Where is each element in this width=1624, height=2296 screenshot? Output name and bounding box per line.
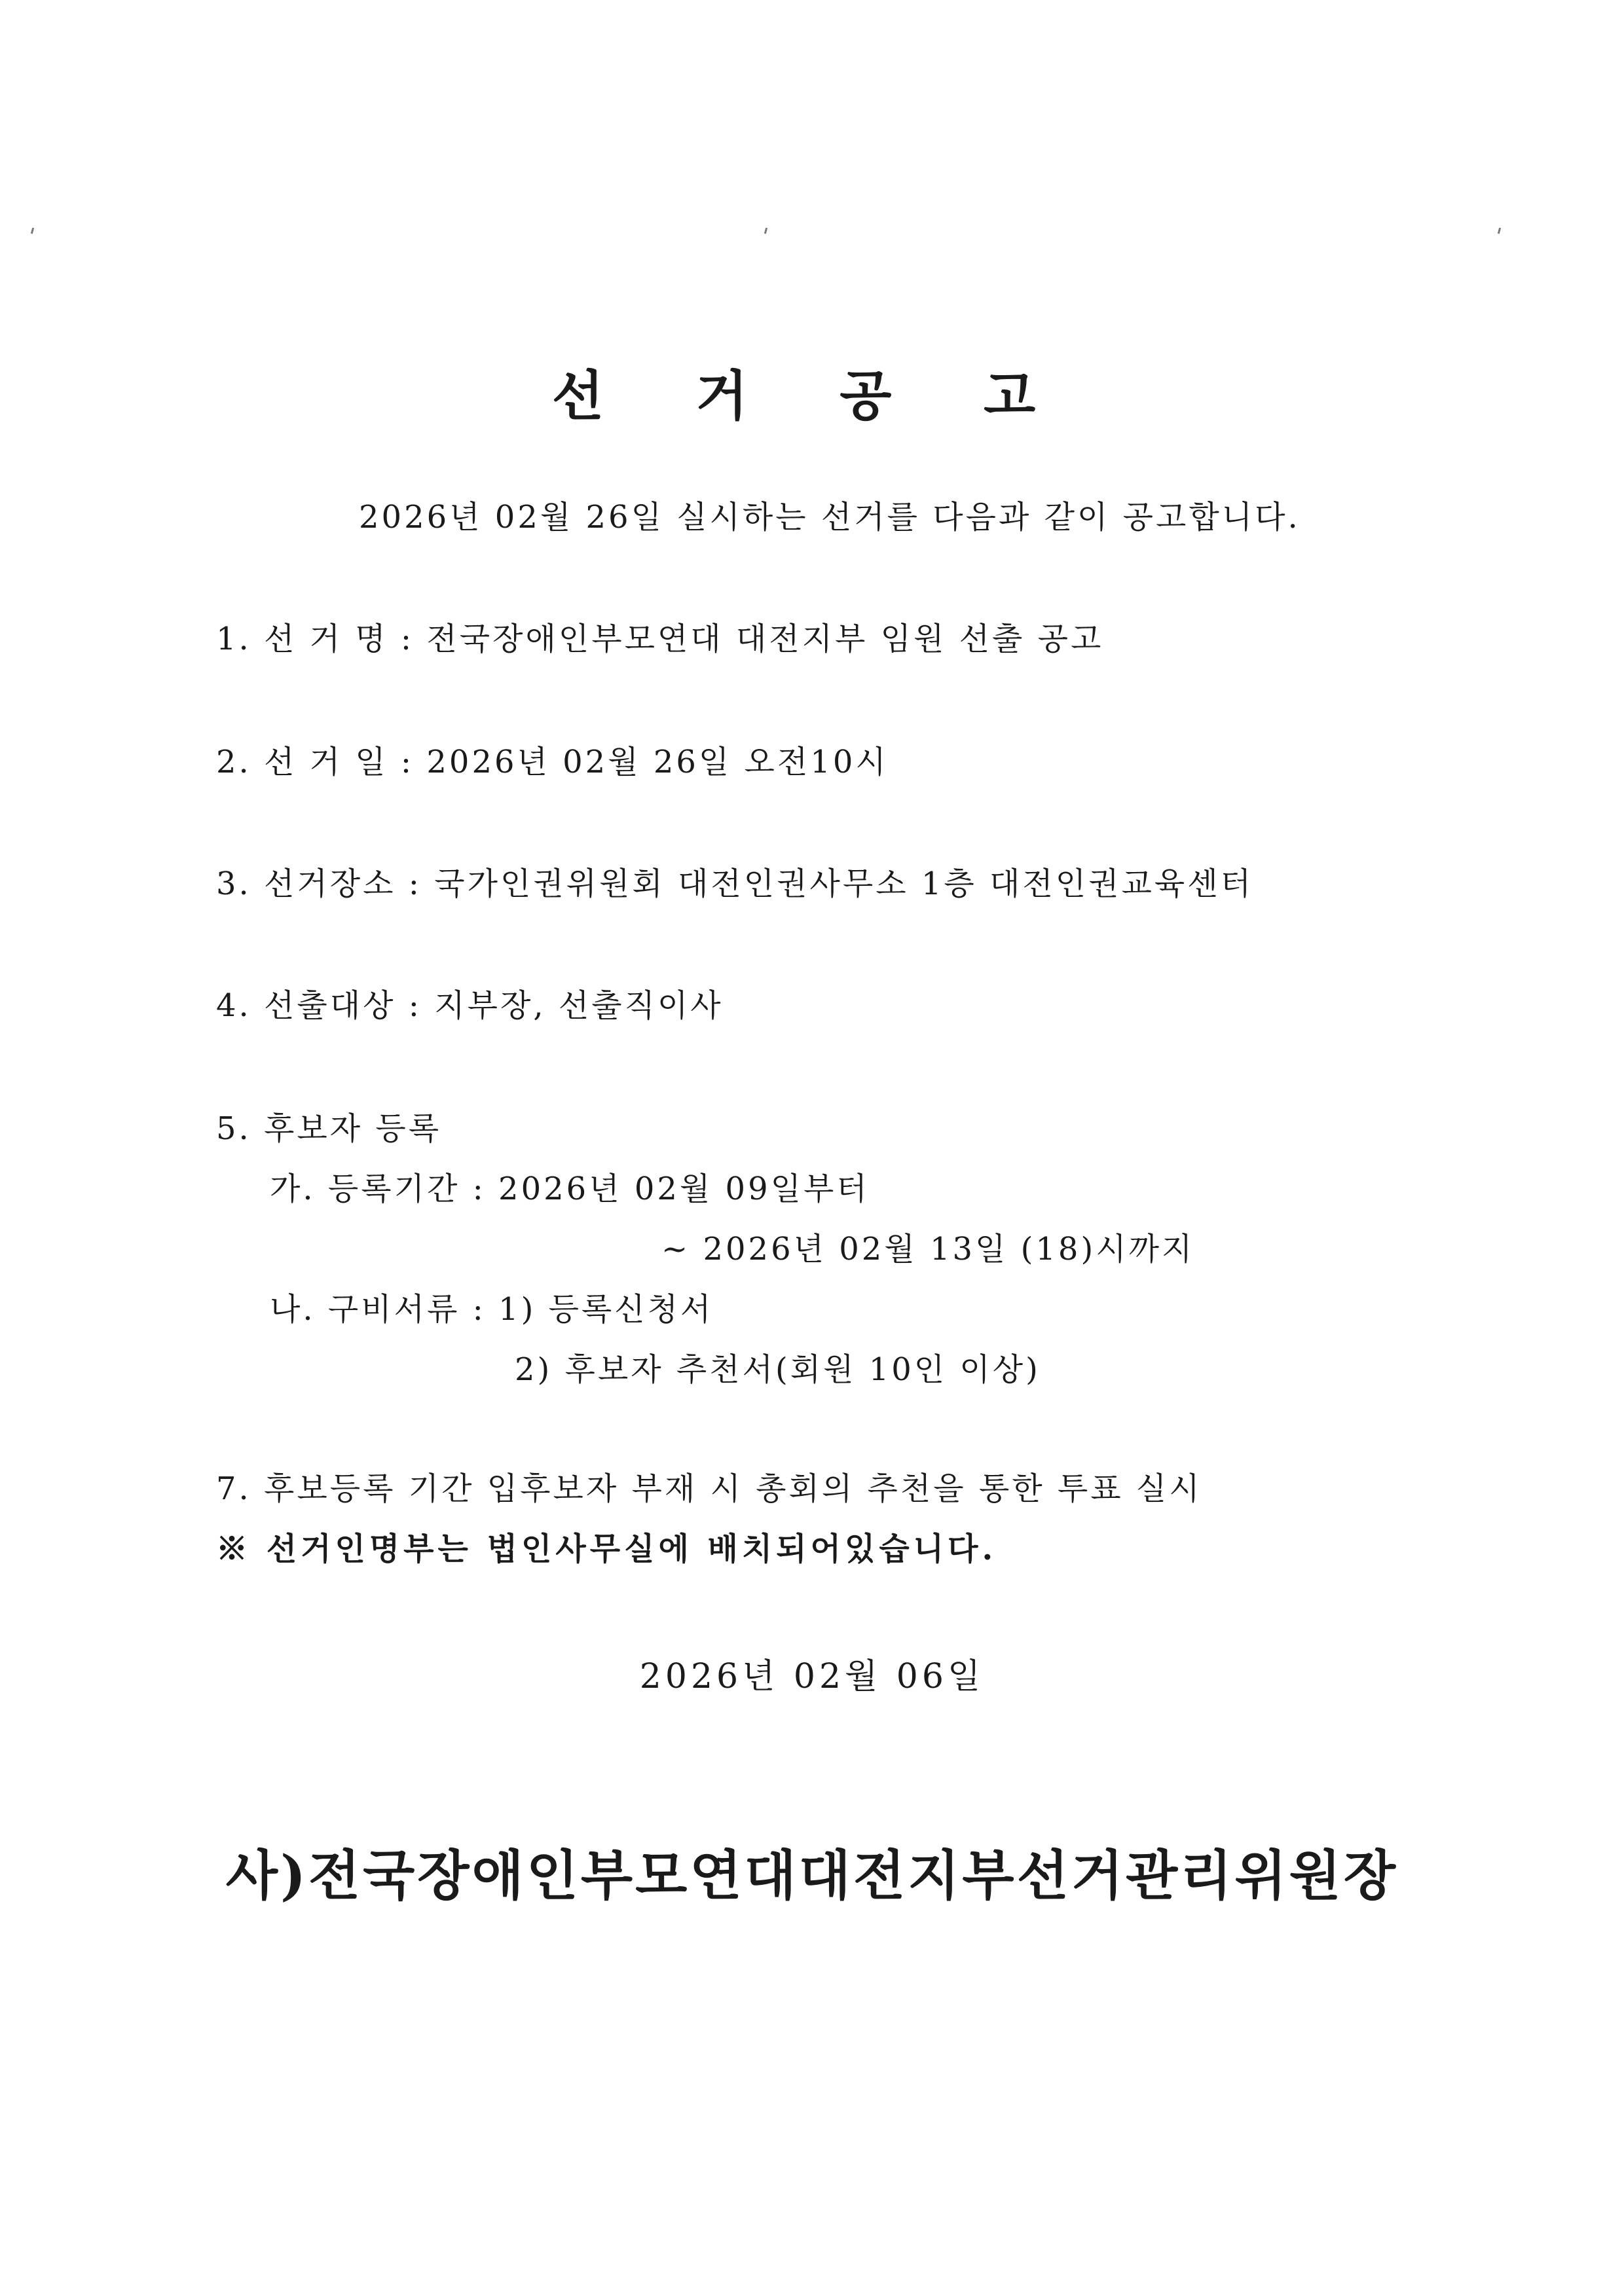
scan-speck (31, 228, 34, 234)
item-registration-period: 가. 등록기간 : 2026년 02월 09일부터 (270, 1171, 870, 1207)
item-election-place: 3. 선거장소 : 국가인권위원회 대전인권사무소 1층 대전인권교육센터 (216, 866, 1253, 902)
item-candidate-registration: 5. 후보자 등록 (216, 1110, 442, 1147)
item-required-documents-2: 2) 후보자 추천서(회원 10인 이상) (515, 1351, 1041, 1388)
voter-list-note: ※ 선거인명부는 법인사무실에 배치되어있습니다. (216, 1531, 997, 1567)
scan-speck (764, 228, 767, 234)
scan-speck (1498, 228, 1501, 234)
announcement-date: 2026년 02월 06일 (639, 1657, 985, 1696)
item-required-documents: 나. 구비서류 : 1) 등록신청서 (270, 1291, 714, 1328)
item-election-target: 4. 선출대상 : 지부장, 선출직이사 (216, 987, 724, 1024)
intro-text: 2026년 02월 26일 실시하는 선거를 다음과 같이 공고합니다. (359, 499, 1301, 536)
item-election-name: 1. 선 거 명 : 전국장애인부모연대 대전지부 임원 선출 공고 (216, 621, 1104, 657)
item-registration-period-end: ~ 2026년 02월 13일 (18)시까지 (661, 1231, 1195, 1267)
item-absent-candidate: 7. 후보등록 기간 입후보자 부재 시 총회의 추천을 통한 투표 실시 (216, 1470, 1202, 1507)
item-election-date: 2. 선 거 일 : 2026년 02월 26일 오전10시 (216, 744, 889, 780)
document-title: 선 거 공 고 (551, 365, 1073, 428)
issuer-signature: 사)전국장애인부모연대대전지부선거관리위원장 (225, 1844, 1399, 1907)
